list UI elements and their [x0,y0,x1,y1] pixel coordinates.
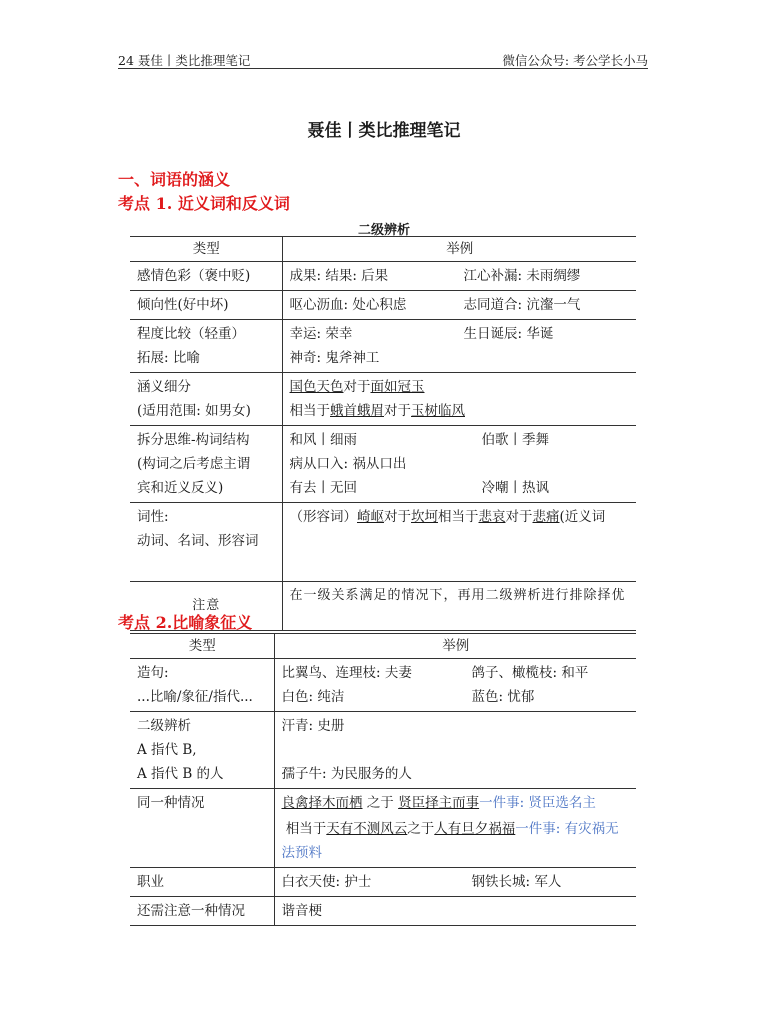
table-header-row [130,634,636,659]
connector-text: 相当于 [289,403,330,419]
example-text: 病从口入: 祸从口出 [289,456,407,472]
row-type [130,712,274,789]
example-text: 鸽子、橄榄枝: 和平 [471,665,589,681]
row-type [130,426,282,503]
example-text: 比翼鸟、连理枝: 夫妻 [281,665,412,681]
row-examples [282,291,636,320]
connector-text: 之于 [362,795,399,811]
underlined-term: 国色天色 [289,379,344,395]
row-examples [282,426,636,503]
connector-text: 之于 [407,821,435,837]
row-examples [282,320,636,373]
underlined-term: 蛾首蛾眉 [330,403,384,419]
connector-text: 对于 [505,509,533,525]
example-text: 钢铁长城: 军人 [471,874,562,890]
underlined-term: 崎岖 [357,509,384,525]
example-text: 汗青: 史册 [281,718,345,734]
type-line: 拓展: 比喻 [137,350,200,366]
row-examples [282,262,636,291]
table-row [130,291,636,320]
type-line: ...比喻/象征/指代... [137,689,253,705]
table-row [130,503,636,582]
underlined-term: 人有旦夕祸福 [434,821,516,837]
row-examples [282,373,636,426]
connector-text: 对于 [343,379,371,395]
table-row [130,897,636,926]
row-type: 注意 [130,582,282,631]
table-header-row [130,237,636,262]
row-type: 倾向性(好中坏) [130,291,282,320]
header-example: 举例 [282,237,636,262]
example-text: 呕心沥血: 处心积虑 [289,297,407,313]
connector-text: （形容词） [289,509,357,525]
row-type: 感情色彩（褒中贬) [130,262,282,291]
row-type [130,503,282,582]
header-left: 24 聂佳丨类比推理笔记 [118,53,251,68]
type-line: 宾和近义反义) [137,480,224,496]
connector-text: 相当于 [438,509,479,525]
row-examples [274,659,636,712]
type-line: 造句: [137,665,169,681]
underlined-term: 良禽择木而栖 [281,795,363,811]
type-line: (适用范围: 如男女) [137,403,251,419]
table1-caption: 二级辨析 [357,223,410,238]
example-text: 伯歌丨季舞 [481,432,549,448]
example-text: 志同道合: 沆瀣一气 [463,297,581,313]
connector-text: (近义词 [559,509,606,525]
type-line: 二级辨析 [137,718,191,734]
type-line: 涵义细分 [137,379,191,395]
row-examples [274,789,636,868]
row-type: 还需注意一种情况 [130,897,274,926]
annotation-text: 一件事: 贤臣选名主 [479,795,596,811]
row-examples [282,503,636,582]
table-row [130,320,636,373]
example-text: 幸运: 荣幸 [289,326,353,342]
example-text: 神奇: 鬼斧神工 [289,350,380,366]
type-line: 程度比较（轻重） [137,326,245,342]
row-type [130,373,282,426]
example-text: 白色: 纯洁 [281,689,345,705]
underlined-term: 玉树临风 [411,403,465,419]
example-text: 有去丨无回 [289,480,357,496]
table-row [130,789,636,868]
example-text: 孺子牛: 为民服务的人 [281,766,412,782]
row-examples [274,712,636,789]
table-row [130,712,636,789]
type-line: A 指代 B 的人 [137,766,224,782]
type-line: (构词之后考虑主谓 [137,456,251,472]
underlined-term: 天有不测风云 [326,821,408,837]
header-example: 举例 [274,634,636,659]
type-line: A 指代 B, [137,742,197,758]
row-examples: 谐音梗 [274,897,636,926]
row-type [130,659,274,712]
table-row [130,262,636,291]
type-line: 动词、名词、形容词 [137,533,259,549]
example-text: 蓝色: 忧郁 [471,689,535,705]
row-type: 同一种情况 [130,789,274,868]
type-line: 词性: [137,509,169,525]
metaphor-symbol-table [130,633,636,926]
annotation-text: 一件事: 有灾祸无法预料 [281,821,619,861]
table-row [130,373,636,426]
example-text: 冷嘲丨热讽 [481,480,549,496]
page-header [118,50,648,69]
point-2-heading: 考点 2.比喻象征义 [118,613,253,632]
example-text: 成果: 结果: 后果 [289,268,389,284]
row-examples [274,868,636,897]
table-row [130,868,636,897]
row-type: 职业 [130,868,274,897]
example-text: 江心补漏: 未雨绸缪 [463,268,581,284]
connector-text: 对于 [384,403,411,419]
header-right: 微信公众号: 考公学长小马 [502,53,648,68]
section-heading: 一、词语的涵义 [118,170,231,189]
synonym-antonym-table [130,236,636,631]
example-text: 白衣天使: 护士 [281,874,372,890]
header-type: 类型 [130,634,274,659]
page-title: 聂佳丨类比推理笔记 [307,121,461,141]
note-text: 在一级关系满足的情况下，再用二级辨析进行排除择优 [282,582,636,631]
connector-text: 对于 [384,509,411,525]
example-text: 和风丨细雨 [289,432,357,448]
row-type [130,320,282,373]
underlined-term: 面如冠玉 [370,379,425,395]
table-row [130,426,636,503]
header-type: 类型 [130,237,282,262]
underlined-term: 贤臣择主而事 [398,795,480,811]
table-row [130,659,636,712]
underlined-term: 坎坷 [411,509,438,525]
connector-text: 相当于 [285,821,327,837]
example-text: 生日诞辰: 华诞 [463,326,554,342]
underlined-term: 悲哀 [478,509,506,525]
point-1-heading: 考点 1. 近义词和反义词 [118,194,290,213]
underlined-term: 悲痛 [532,509,560,525]
type-line: 拆分思维-构词结构 [137,432,250,448]
